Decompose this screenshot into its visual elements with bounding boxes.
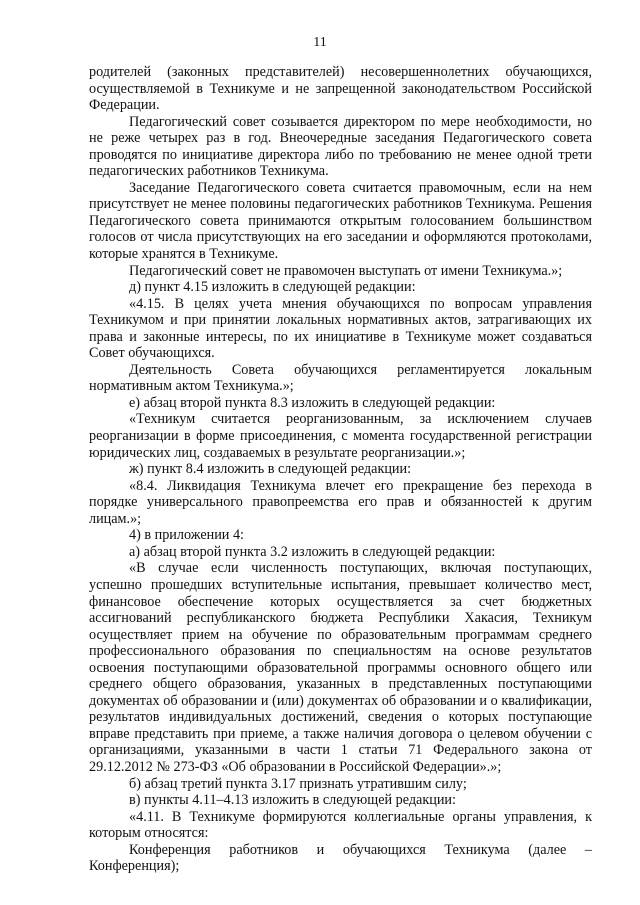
paragraph: Заседание Педагогического совета считается правомочным, если на нем присутствует не менее половины педагогических работников Техникума. Решения Педагогического совета принимаются открытым голосованием большинством голосов от числа присутствующих на его заседании и оформляются протоколами, которые хранятся в Техникуме. [89,179,592,263]
paragraph: Педагогический совет созывается директором по мере необходимости, но не реже четырех раз в год. Внеочередные заседания Педагогического совета проводятся по инициативе директора либо по требованию не менее одной трети педагогических работников Техникума. [89,113,592,180]
paragraph: Деятельность Совета обучающихся регламентируется локальным нормативным актом Техникума.»; [89,361,592,395]
paragraph: родителей (законных представителей) несовершеннолетних обучающихся, осуществляемой в Техникуме и не запрещенной законодательством Российской Федерации. [89,64,592,114]
paragraph: Педагогический совет не правомочен выступать от имени Техникума.»; [129,262,563,279]
paragraph: д) пункт 4.15 изложить в следующей редакции: [129,279,416,296]
paragraph: «8.4. Ликвидация Техникума влечет его прекращение без перехода в порядке универсального правопреемства его прав и обязанностей к другим лицам.»; [89,477,592,527]
paragraph: а) абзац второй пункта 3.2 изложить в следующей редакции: [129,543,496,560]
paragraph: «Техникум считается реорганизованным, за исключением случаев реорганизации в форме присоединения, с момента государственной регистрации юридических лиц, создаваемых в результате реорганизации.»; [89,411,592,461]
paragraph: «4.11. В Техникуме формируются коллегиальные органы управления, к которым относятся: [89,808,592,842]
paragraph: б) абзац третий пункта 3.17 признать утратившим силу; [129,775,467,792]
paragraph: е) абзац второй пункта 8.3 изложить в следующей редакции: [129,394,496,411]
page-number: 11 [313,35,327,50]
paragraph: Конференция работников и обучающихся Техникума (далее – Конференция); [89,841,592,875]
paragraph: «В случае если численность поступающих, включая поступающих, успешно прошедших вступительные испытания, превышает количество мест, финансовое обеспечение которых осуществляется за счет бюджетных ассигнований республиканского бюджета Республики Хакасия, Техникум осуществляет прием на обучение по образовательным программам среднего профессионального образования по специальностям на основе результатов освоения поступающими образовательной программы основного общего или среднего общего образования, указанных в представленных поступающими документах об образовании и (или) документах об образовании и о квалификации, результатов индивидуальных достижений, сведения о которых поступающие вправе представить при приеме, а также наличия договора о целевом обучении с организациями, указанными в части 1 статьи 71 Федерального закона от 29.12.2012 № 273-ФЗ «Об образовании в Российской Федерации».»; [89,560,592,775]
document-body [89,64,592,875]
paragraph: 4) в приложении 4: [129,527,244,544]
paragraph: «4.15. В целях учета мнения обучающихся по вопросам управления Техникумом и при принятии локальных нормативных актов, затрагивающих их права и законные интересы, по их инициативе в Техникуме может создаваться Совет обучающихся. [89,295,592,362]
paragraph: в) пункты 4.11–4.13 изложить в следующей редакции: [129,792,456,809]
paragraph: ж) пункт 8.4 изложить в следующей редакции: [129,461,412,478]
